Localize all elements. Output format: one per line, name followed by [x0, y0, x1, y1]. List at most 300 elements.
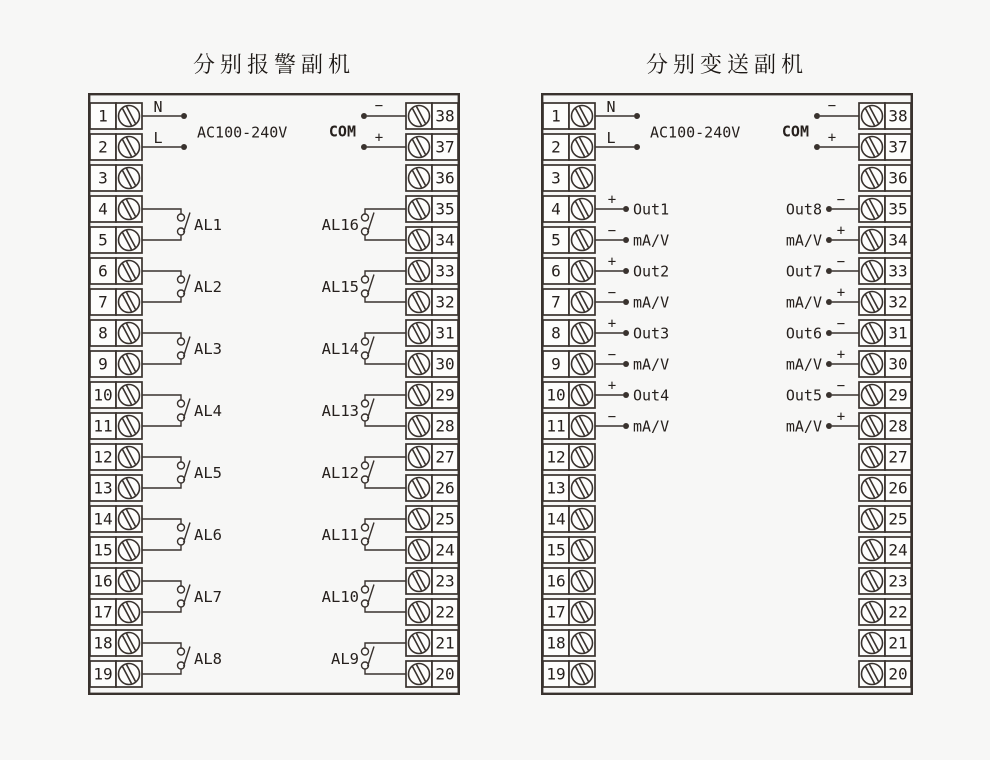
terminal-20 [406, 661, 458, 687]
terminal-18 [90, 630, 142, 656]
terminal-number: 8 [98, 323, 108, 343]
wire [142, 483, 181, 488]
terminal-24 [859, 537, 911, 563]
screw-icon [409, 106, 430, 127]
screw-icon [862, 168, 883, 189]
relay-contact-AL6 [142, 519, 222, 550]
polarity-sign: + [827, 130, 837, 146]
connection-dot [623, 206, 629, 212]
terminal-number: 8 [551, 323, 561, 343]
terminal-number: 29 [435, 385, 455, 405]
voltage-label: AC100-240V [650, 123, 741, 142]
output-label: mA/V [633, 355, 670, 374]
screw-icon [572, 602, 593, 623]
terminal-number: 3 [551, 168, 561, 188]
wire [142, 607, 181, 612]
terminal-34 [406, 227, 458, 253]
relay-contact-AL7 [142, 581, 222, 612]
screw-icon [119, 292, 140, 313]
terminal-26 [859, 475, 911, 501]
connection-dot [814, 113, 820, 119]
contact-pole [362, 400, 369, 407]
terminal-32 [859, 289, 911, 315]
terminal-33 [406, 258, 458, 284]
terminal-36 [406, 165, 458, 191]
terminal-18 [543, 630, 595, 656]
relay-contact-AL2 [142, 271, 222, 302]
polarity-sign: + [607, 254, 617, 270]
wire [142, 519, 181, 524]
screw-icon [409, 571, 430, 592]
connection-dot [623, 392, 629, 398]
terminal-number: 11 [546, 416, 566, 436]
diagram-border [89, 94, 459, 694]
terminal-number: 25 [435, 509, 455, 529]
terminal-11 [543, 413, 595, 439]
analog-output-Out2 [595, 254, 669, 312]
output-label: mA/V [785, 293, 822, 312]
screw-icon [572, 447, 593, 468]
connection-dot [826, 361, 832, 367]
diagram-title-transmitter-unit: 分别变送副机 [645, 53, 808, 78]
wire [365, 581, 406, 586]
screw-icon [409, 137, 430, 158]
screw-icon [409, 323, 430, 344]
terminal-number: 19 [546, 664, 566, 684]
terminal-15 [90, 537, 142, 563]
terminal-number: 21 [435, 633, 455, 653]
polarity-sign: + [836, 285, 846, 301]
terminal-number: 22 [888, 602, 908, 622]
output-label: mA/V [785, 355, 822, 374]
contact-label: AL16 [321, 216, 359, 234]
screw-icon [572, 292, 593, 313]
terminal-26 [406, 475, 458, 501]
connection-dot [634, 113, 640, 119]
contact-label: AL8 [194, 650, 222, 668]
terminal-number: 5 [98, 230, 108, 250]
screw-icon [409, 478, 430, 499]
wire [142, 271, 181, 276]
contact-label: AL9 [331, 650, 359, 668]
terminal-number: 32 [435, 292, 455, 312]
screw-icon [409, 292, 430, 313]
terminal-12 [543, 444, 595, 470]
polarity-sign: + [607, 192, 617, 208]
terminal-number: 27 [435, 447, 455, 467]
wire [365, 209, 406, 214]
polarity-sign: − [836, 316, 846, 332]
wire [142, 643, 181, 648]
contact-pole [362, 276, 369, 283]
screw-icon [862, 385, 883, 406]
terminal-number: 36 [888, 168, 908, 188]
terminal-29 [859, 382, 911, 408]
contact-pole [178, 338, 185, 345]
terminal-24 [406, 537, 458, 563]
screw-icon [409, 664, 430, 685]
relay-contact-AL11 [322, 519, 406, 550]
com-output [329, 98, 406, 150]
terminal-1 [543, 103, 595, 129]
wire [142, 395, 181, 400]
transmitter-unit-terminal-diagram [541, 93, 913, 699]
polarity-sign: − [836, 378, 846, 394]
wire [365, 483, 406, 488]
contact-pole [178, 400, 185, 407]
screw-icon [119, 137, 140, 158]
contact-pole [178, 462, 185, 469]
polarity-sign: − [607, 223, 617, 239]
contact-label: AL10 [321, 588, 359, 606]
wire [365, 297, 406, 302]
screw-icon [119, 633, 140, 654]
analog-output-Out5 [786, 378, 859, 436]
terminal-number: 32 [888, 292, 908, 312]
screw-icon [572, 416, 593, 437]
screw-icon [119, 416, 140, 437]
terminal-22 [406, 599, 458, 625]
screw-icon [409, 416, 430, 437]
screw-icon [119, 199, 140, 220]
screw-icon [409, 230, 430, 251]
screw-icon [572, 106, 593, 127]
contact-pole [362, 338, 369, 345]
wire [365, 333, 406, 338]
screw-icon [119, 509, 140, 530]
terminal-3 [543, 165, 595, 191]
wire [365, 235, 406, 240]
terminal-6 [543, 258, 595, 284]
terminal-13 [90, 475, 142, 501]
analog-output-Out1 [595, 192, 669, 250]
screw-icon [119, 602, 140, 623]
output-label: Out8 [785, 200, 822, 219]
screw-icon [862, 540, 883, 561]
polarity-sign: − [827, 98, 837, 114]
contact-pole [362, 462, 369, 469]
terminal-17 [543, 599, 595, 625]
wire [365, 359, 406, 364]
screw-icon [409, 509, 430, 530]
contact-label: AL2 [194, 278, 222, 296]
output-label: Out4 [633, 386, 670, 405]
terminal-7 [90, 289, 142, 315]
screw-icon [119, 385, 140, 406]
screw-icon [119, 323, 140, 344]
screw-icon [862, 323, 883, 344]
output-label: mA/V [785, 231, 822, 250]
output-label: Out3 [633, 324, 670, 343]
screw-icon [862, 509, 883, 530]
connection-dot [623, 237, 629, 243]
com-label: COM [328, 122, 356, 141]
contact-label: AL12 [321, 464, 359, 482]
connection-dot [826, 392, 832, 398]
live-label: L [153, 129, 163, 147]
terminal-number: 18 [93, 633, 113, 653]
terminal-16 [543, 568, 595, 594]
connection-dot [361, 144, 367, 150]
terminal-number: 15 [546, 540, 566, 560]
terminal-number: 22 [435, 602, 455, 622]
terminal-number: 35 [435, 199, 455, 219]
screw-icon [572, 385, 593, 406]
terminal-number: 18 [546, 633, 566, 653]
contact-label: AL3 [194, 340, 222, 358]
polarity-sign: + [836, 223, 846, 239]
output-label: mA/V [633, 293, 670, 312]
terminal-13 [543, 475, 595, 501]
terminal-25 [406, 506, 458, 532]
analog-output-Out3 [595, 316, 669, 374]
terminal-number: 2 [551, 137, 561, 157]
output-label: Out7 [785, 262, 822, 281]
output-label: Out6 [785, 324, 822, 343]
terminal-30 [859, 351, 911, 377]
screw-icon [572, 199, 593, 220]
screw-icon [862, 664, 883, 685]
screw-icon [862, 447, 883, 468]
power-input [595, 98, 740, 150]
screw-icon [119, 571, 140, 592]
contact-pole [362, 648, 369, 655]
terminal-23 [859, 568, 911, 594]
diagram-border [542, 94, 912, 694]
screw-icon [572, 664, 593, 685]
polarity-sign: − [607, 409, 617, 425]
terminal-9 [543, 351, 595, 377]
contact-pole [362, 214, 369, 221]
screw-icon [862, 261, 883, 282]
wire [142, 359, 181, 364]
screw-icon [862, 106, 883, 127]
contact-label: AL13 [321, 402, 359, 420]
terminal-19 [543, 661, 595, 687]
screw-icon [862, 633, 883, 654]
relay-contact-AL1 [142, 209, 222, 240]
terminal-1 [90, 103, 142, 129]
terminal-number: 37 [435, 137, 455, 157]
screw-icon [572, 323, 593, 344]
alarm-unit-terminal-diagram [88, 93, 460, 699]
screw-icon [862, 354, 883, 375]
terminal-28 [859, 413, 911, 439]
terminal-number: 37 [888, 137, 908, 157]
screw-icon [862, 602, 883, 623]
screw-icon [119, 664, 140, 685]
screw-icon [572, 230, 593, 251]
terminal-23 [406, 568, 458, 594]
screw-icon [572, 354, 593, 375]
terminal-27 [406, 444, 458, 470]
wire [365, 457, 406, 462]
contact-pole [178, 276, 185, 283]
terminal-14 [543, 506, 595, 532]
screw-icon [862, 478, 883, 499]
terminal-number: 26 [888, 478, 908, 498]
screw-icon [572, 478, 593, 499]
contact-pole [178, 524, 185, 531]
terminal-4 [90, 196, 142, 222]
relay-contact-AL4 [142, 395, 222, 426]
terminal-8 [90, 320, 142, 346]
terminal-number: 20 [435, 664, 455, 684]
analog-output-Out6 [786, 316, 859, 374]
connection-dot [826, 423, 832, 429]
terminal-34 [859, 227, 911, 253]
terminal-number: 28 [888, 416, 908, 436]
terminal-27 [859, 444, 911, 470]
wire [365, 271, 406, 276]
terminal-number: 7 [98, 292, 108, 312]
terminal-number: 1 [551, 106, 561, 126]
neutral-label: N [153, 98, 163, 116]
screw-icon [409, 447, 430, 468]
terminal-17 [90, 599, 142, 625]
connection-dot [826, 237, 832, 243]
polarity-sign: − [836, 192, 846, 208]
relay-contact-AL10 [322, 581, 406, 612]
terminal-10 [90, 382, 142, 408]
terminal-number: 29 [888, 385, 908, 405]
terminal-number: 15 [93, 540, 113, 560]
terminal-number: 5 [551, 230, 561, 250]
terminal-5 [90, 227, 142, 253]
terminal-number: 17 [93, 602, 113, 622]
terminal-number: 14 [546, 509, 566, 529]
contact-label: AL4 [194, 402, 222, 420]
terminal-number: 6 [98, 261, 108, 281]
screw-icon [119, 168, 140, 189]
terminal-29 [406, 382, 458, 408]
contact-label: AL15 [321, 278, 359, 296]
terminal-33 [859, 258, 911, 284]
terminal-9 [90, 351, 142, 377]
terminal-number: 9 [98, 354, 108, 374]
terminal-36 [859, 165, 911, 191]
terminal-number: 38 [888, 106, 908, 126]
wire [365, 519, 406, 524]
terminal-15 [543, 537, 595, 563]
terminal-32 [406, 289, 458, 315]
connection-dot [826, 206, 832, 212]
screw-icon [119, 354, 140, 375]
terminal-6 [90, 258, 142, 284]
terminal-number: 31 [888, 323, 908, 343]
terminal-20 [859, 661, 911, 687]
relay-contact-AL12 [322, 457, 406, 488]
contact-label: AL1 [194, 216, 222, 234]
connection-dot [181, 144, 187, 150]
connection-dot [826, 330, 832, 336]
contact-pole [178, 214, 185, 221]
diagram-title-alarm-unit: 分别报警副机 [192, 53, 355, 78]
contact-pole [362, 586, 369, 593]
terminal-number: 2 [98, 137, 108, 157]
contact-pole [178, 648, 185, 655]
terminal-number: 24 [435, 540, 455, 560]
terminal-number: 28 [435, 416, 455, 436]
screw-icon [862, 416, 883, 437]
connection-dot [623, 423, 629, 429]
polarity-sign: + [836, 347, 846, 363]
terminal-number: 13 [93, 478, 113, 498]
terminal-block-svg [541, 93, 913, 695]
screw-icon [409, 540, 430, 561]
screw-icon [409, 633, 430, 654]
screw-icon [119, 261, 140, 282]
screw-icon [862, 137, 883, 158]
screw-icon [572, 137, 593, 158]
connection-dot [623, 361, 629, 367]
wire [365, 643, 406, 648]
screw-icon [119, 106, 140, 127]
terminal-number: 10 [93, 385, 113, 405]
wire [142, 297, 181, 302]
terminal-number: 19 [93, 664, 113, 684]
contact-label: AL14 [321, 340, 359, 358]
wire [142, 333, 181, 338]
connection-dot [814, 144, 820, 150]
terminal-2 [90, 134, 142, 160]
screw-icon [862, 199, 883, 220]
output-label: mA/V [633, 417, 670, 436]
terminal-number: 23 [435, 571, 455, 591]
contact-label: AL11 [321, 526, 359, 544]
terminal-25 [859, 506, 911, 532]
terminal-number: 9 [551, 354, 561, 374]
power-input [142, 98, 287, 150]
screw-icon [572, 633, 593, 654]
contact-label: AL7 [194, 588, 222, 606]
terminal-30 [406, 351, 458, 377]
terminal-number: 21 [888, 633, 908, 653]
terminal-number: 31 [435, 323, 455, 343]
screw-icon [119, 478, 140, 499]
screw-icon [862, 292, 883, 313]
terminal-number: 6 [551, 261, 561, 281]
terminal-number: 16 [546, 571, 566, 591]
terminal-37 [406, 134, 458, 160]
connection-dot [361, 113, 367, 119]
screw-icon [409, 168, 430, 189]
terminal-14 [90, 506, 142, 532]
terminal-number: 30 [888, 354, 908, 374]
terminal-31 [406, 320, 458, 346]
wire [142, 545, 181, 550]
terminal-5 [543, 227, 595, 253]
wire [365, 607, 406, 612]
polarity-sign: − [836, 254, 846, 270]
screw-icon [862, 571, 883, 592]
screw-icon [572, 509, 593, 530]
live-label: L [606, 129, 616, 147]
screw-icon [572, 261, 593, 282]
terminal-38 [406, 103, 458, 129]
voltage-label: AC100-240V [197, 123, 288, 142]
polarity-sign: + [607, 316, 617, 332]
analog-output-Out7 [786, 254, 859, 312]
terminal-8 [543, 320, 595, 346]
contact-pole [178, 586, 185, 593]
com-output [782, 98, 859, 150]
terminal-31 [859, 320, 911, 346]
terminal-number: 34 [435, 230, 455, 250]
screw-icon [409, 354, 430, 375]
terminal-number: 23 [888, 571, 908, 591]
polarity-sign: − [607, 347, 617, 363]
